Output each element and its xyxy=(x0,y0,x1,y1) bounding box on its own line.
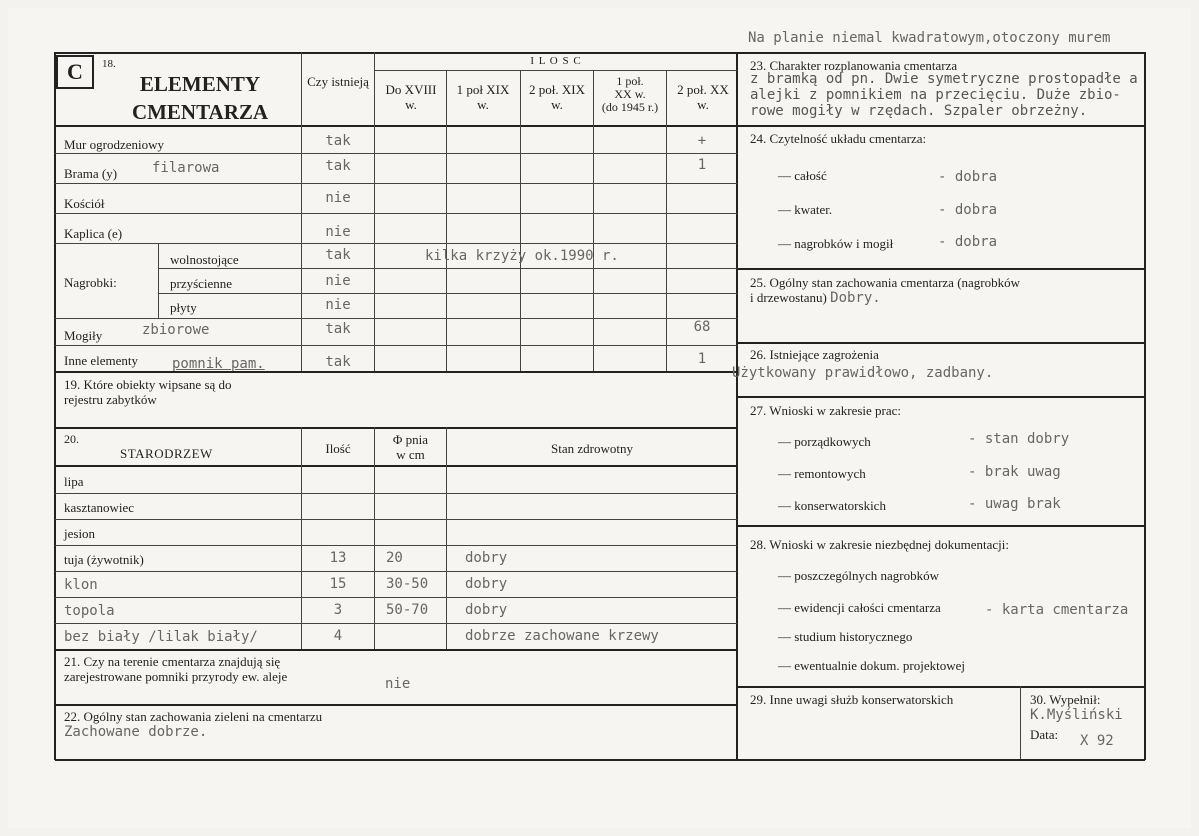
q20-row-name: kasztanowiec xyxy=(64,500,135,515)
q23-label: 23. Charakter rozplanowania cmentarza xyxy=(750,58,958,73)
label-plyty: płyty xyxy=(170,300,197,315)
col-header-1pol-xx-a: 1 poł. xyxy=(616,74,644,88)
q23-line1: z bramką od pn. Dwie symetryczne prostopadłe a xyxy=(750,71,1138,87)
q27-item-1-label: — porządkowych xyxy=(778,434,871,449)
label-inne: Inne elementy xyxy=(64,353,138,368)
c2xx-mur: + xyxy=(697,133,707,149)
q30-data-value: X 92 xyxy=(1080,733,1114,749)
czy-brama: tak xyxy=(325,158,351,174)
q20-row-rule xyxy=(55,493,737,494)
q27-bottom-rule xyxy=(737,525,1145,527)
q28-bottom-rule xyxy=(737,686,1145,688)
q24-bottom-rule xyxy=(737,268,1145,270)
q20-row-ilosc: 4 xyxy=(333,628,343,644)
row-rule xyxy=(158,268,737,269)
q27-item-2-value: - brak uwag xyxy=(968,464,1061,480)
c2xx-inne: 1 xyxy=(697,351,707,367)
q20-row-stan: dobry xyxy=(465,576,508,592)
q20-row-stan: dobry xyxy=(465,602,508,618)
q20-row-rule xyxy=(55,571,737,572)
q24-item-2-label: — kwater. xyxy=(778,202,833,217)
q20-col-pnia-a: Φ pnia xyxy=(392,432,429,447)
label-kaplica: Kaplica (e) xyxy=(64,226,123,241)
q21-line1: 21. Czy na terenie cmentarza znajdują się xyxy=(64,654,281,669)
q21-answer: nie xyxy=(385,676,411,692)
typed-mogily: zbiorowe xyxy=(142,322,210,338)
col-header-1pol-xx-b: XX w. xyxy=(614,87,646,101)
row-rule xyxy=(55,345,737,346)
q23-text xyxy=(750,71,1138,119)
q27-item-2-label: — remontowych xyxy=(778,466,866,481)
q25 xyxy=(750,275,1020,306)
q22-label: 22. Ogólny stan zachowania zieleni na cmentarzu xyxy=(64,709,323,724)
q20-row-name: klon xyxy=(64,577,98,593)
q22-answer: Zachowane dobrze. xyxy=(64,724,208,740)
q20-row-ilosc: 15 xyxy=(329,576,347,592)
q25-answer: Dobry. xyxy=(830,290,881,306)
q26-answer: Użytkowany prawidłowo, zadbany. xyxy=(732,365,994,381)
col-header-1pol-xix: 1 poł XIX w. xyxy=(456,82,510,112)
q20-row-rule xyxy=(55,597,737,598)
row-rule xyxy=(55,183,737,184)
q20-row-rule xyxy=(55,545,737,546)
q28-item-2-label: — ewidencji całości cmentarza xyxy=(778,600,941,615)
q28-item-3-label: — studium historycznego xyxy=(778,629,913,644)
q28-item-4-label: — ewentualnie dokum. projektowej xyxy=(778,658,966,673)
col-header-do-xviii: Do XVIII w. xyxy=(385,82,437,112)
q27-item-3-label: — konserwatorskich xyxy=(778,498,886,513)
q24-item-3-value: - dobra xyxy=(938,234,998,250)
q19 xyxy=(64,377,232,407)
typed-nagrobki-note: kilka krzyży ok.1990 r. xyxy=(425,248,619,264)
col-sep-ilosc xyxy=(374,52,375,372)
col-sep-1 xyxy=(446,70,447,372)
q20-col-ilosc: Ilość xyxy=(325,441,351,456)
q25-line2-text: i drzewostanu) xyxy=(750,290,827,305)
q20-col-sep-3 xyxy=(446,427,447,649)
label-przyscienne: przyścienne xyxy=(170,276,233,291)
q20-row-name: jesion xyxy=(64,526,96,541)
row-rule xyxy=(55,213,737,214)
label-kosciol: Kościół xyxy=(64,196,105,211)
label-mogily: Mogiły xyxy=(64,328,103,343)
q20-row-pien: 20 xyxy=(386,550,403,566)
q27-label: 27. Wnioski w zakresie prac: xyxy=(750,403,902,418)
col-header-1pol-xx xyxy=(594,75,666,114)
q24-item-1-label: — całość xyxy=(778,168,827,183)
elements-bottom-rule xyxy=(55,371,737,373)
col-sep-2 xyxy=(520,70,521,372)
row-rule xyxy=(55,318,737,319)
bottom-rule xyxy=(55,759,1145,761)
q20-header: STARODRZEW xyxy=(120,446,213,461)
q26-label: 26. Istniejące zagrożenia xyxy=(750,347,879,362)
q20-col-pnia xyxy=(375,432,446,462)
czy-mur: tak xyxy=(325,133,351,149)
q20-row-name: tuja (żywotnik) xyxy=(64,552,144,567)
q21-bottom-rule xyxy=(55,704,737,706)
q30-label: 30. Wypełnił: xyxy=(1030,692,1101,707)
q20-row-pien: 50-70 xyxy=(386,602,429,618)
q20-col-sep-2 xyxy=(374,427,375,649)
q20-row-stan: dobrze zachowane krzewy xyxy=(465,628,659,644)
q19-line1: 19. Które obiekty wipsane są do xyxy=(64,377,232,392)
q20-row-stan: dobry xyxy=(465,550,508,566)
q20-header-rule xyxy=(55,465,737,467)
q25-line1: 25. Ogólny stan zachowania cmentarza (nagrobków xyxy=(750,275,1021,290)
q26-bottom-rule xyxy=(737,396,1145,398)
col-header-2pol-xix: 2 poł. XIX w. xyxy=(529,82,585,112)
col-header-2pol-xx: 2 poł. XX w. xyxy=(677,82,729,112)
col-header-czy: Czy istnieją xyxy=(307,74,369,89)
q28-label: 28. Wnioski w zakresie niezbędnej dokumentacji: xyxy=(750,537,1009,552)
q21 xyxy=(64,654,287,684)
section-number: 18. xyxy=(102,58,116,70)
label-mur: Mur ogrodzeniowy xyxy=(64,137,165,152)
q23-line3: rowe mogiły w rzędach. Szpaler obrzeżny. xyxy=(750,103,1088,119)
title-line-1: ELEMENTY xyxy=(139,72,261,96)
q20-row-name: bez biały /lilak biały/ xyxy=(64,629,258,645)
q29-q30-sep xyxy=(1020,686,1021,759)
q27-item-1-value: - stan dobry xyxy=(968,431,1070,447)
q20-row-ilosc: 3 xyxy=(333,602,343,618)
section-title xyxy=(100,70,300,126)
typed-top-note: Na planie niemal kwadratowym,otoczony murem xyxy=(748,30,1111,46)
czy-kosciol: nie xyxy=(325,190,351,206)
q20-num: 20. xyxy=(64,432,79,446)
row-rule xyxy=(55,153,737,154)
q21-line2: zarejestrowane pomniki przyrody ew. aleje xyxy=(64,669,288,684)
q19-line2: rejestru zabytków xyxy=(64,392,157,407)
q20-row-pien: 30-50 xyxy=(386,576,429,592)
q27-item-3-value: - uwag brak xyxy=(968,496,1061,512)
q24-item-2-value: - dobra xyxy=(938,202,998,218)
q28-item-2-value: - karta cmentarza xyxy=(985,602,1129,618)
row-rule xyxy=(158,293,737,294)
q20-row-name: topola xyxy=(64,603,115,619)
q25-line2 xyxy=(750,290,1020,306)
czy-mogily: tak xyxy=(325,321,351,337)
q29-label: 29. Inne uwagi służb konserwatorskich xyxy=(750,692,954,707)
title-line-2: CMENTARZA xyxy=(131,100,269,124)
label-brama: Brama (y) xyxy=(64,166,118,181)
q25-bottom-rule xyxy=(737,342,1145,344)
right-border xyxy=(1144,52,1146,760)
section-letter-box: C xyxy=(56,55,94,89)
q20-col-stan: Stan zdrowotny xyxy=(551,441,633,456)
nagrobki-sep xyxy=(158,243,159,318)
top-rule xyxy=(55,52,737,54)
czy-kaplica: nie xyxy=(325,224,351,240)
col-header-1pol-xx-c: (do 1945 r.) xyxy=(601,100,659,114)
q24-item-3-label: — nagrobków i mogił xyxy=(778,236,894,251)
ilosc-sub-rule xyxy=(375,70,737,71)
right-top-rule xyxy=(737,52,1145,54)
q19-bottom-rule xyxy=(55,427,737,429)
czy-inne: tak xyxy=(325,354,351,370)
q20-row-ilosc: 13 xyxy=(329,550,347,566)
q20-bottom-rule xyxy=(55,649,737,651)
q20-row-rule xyxy=(55,519,737,520)
q30-data-label: Data: xyxy=(1030,727,1059,742)
left-border xyxy=(54,52,56,760)
label-wolnostojace: wolnostojące xyxy=(170,252,239,267)
q20-row-rule xyxy=(55,623,737,624)
q24-item-1-value: - dobra xyxy=(938,169,998,185)
col-header-ilosc: I L O S C xyxy=(530,55,582,67)
typed-brama: filarowa xyxy=(152,160,220,176)
q23-bottom-rule xyxy=(737,125,1145,127)
c2xx-brama: 1 xyxy=(697,157,707,173)
q28-item-1-label: — poszczególnych nagrobków xyxy=(778,568,940,583)
q20-row-name: lipa xyxy=(64,474,84,489)
col-sep-3 xyxy=(593,70,594,372)
q30-name: K.Myśliński xyxy=(1030,707,1123,723)
q20-col-pnia-b: w cm xyxy=(396,447,425,462)
czy-przyscienne: nie xyxy=(325,273,351,289)
czy-wolnostojace: tak xyxy=(325,247,351,263)
q23-line2: alejki z pomnikiem na przecięciu. Duże zbio- xyxy=(750,87,1121,103)
q24-label: 24. Czytelność układu cmentarza: xyxy=(750,131,927,146)
typed-inne: pomnik pam. xyxy=(172,356,265,372)
czy-plyty: nie xyxy=(325,297,351,313)
label-nagrobki: Nagrobki: xyxy=(64,275,117,290)
c2xx-mogily: 68 xyxy=(693,319,711,335)
